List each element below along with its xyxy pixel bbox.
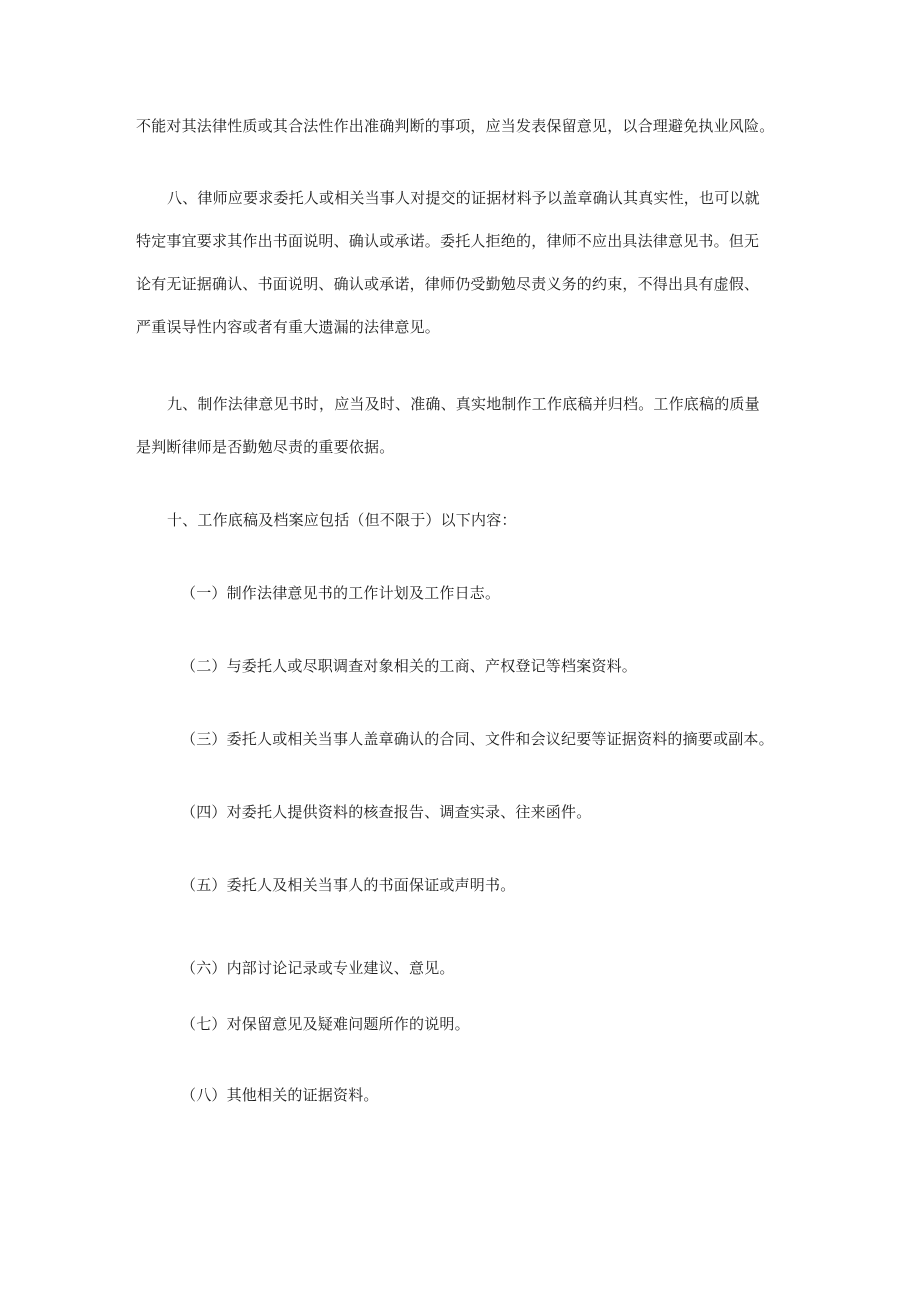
section-10-item-8: （八）其他相关的证据资料。 bbox=[181, 1086, 379, 1104]
section-9-line-1: 九、制作法律意见书时，应当及时、准确、真实地制作工作底稿并归档。工作底稿的质量 bbox=[167, 395, 760, 413]
section-8-line-2: 特定事宜要求其作出书面说明、确认或承诺。委托人拒绝的，律师不应出具法律意见书。但无 bbox=[136, 232, 760, 250]
section-8-line-1: 八、律师应要求委托人或相关当事人对提交的证据材料予以盖章确认其真实性，也可以就 bbox=[167, 189, 760, 207]
section-10-item-2: （二）与委托人或尽职调查对象相关的工商、产权登记等档案资料。 bbox=[181, 657, 638, 675]
section-10-heading: 十、工作底稿及档案应包括（但不限于）以下内容： bbox=[167, 511, 517, 529]
section-8-line-3: 论有无证据确认、书面说明、确认或承诺，律师仍受勤勉尽责义务的约束，不得出具有虚假、 bbox=[136, 275, 760, 293]
section-10-item-4: （四）对委托人提供资料的核查报告、调查实录、往来函件。 bbox=[181, 803, 592, 821]
section-10-item-6: （六）内部讨论记录或专业建议、意见。 bbox=[181, 959, 455, 977]
section-8-line-4: 严重误导性内容或者有重大遗漏的法律意见。 bbox=[136, 318, 441, 336]
section-10-item-5: （五）委托人及相关当事人的书面保证或声明书。 bbox=[181, 876, 516, 894]
section-9-line-2: 是判断律师是否勤勉尽责的重要依据。 bbox=[136, 438, 395, 456]
section-10-item-1: （一）制作法律意见书的工作计划及工作日志。 bbox=[181, 584, 501, 602]
section-10-item-3: （三）委托人或相关当事人盖章确认的合同、文件和会议纪要等证据资料的摘要或副本。 bbox=[181, 730, 774, 748]
paragraph-intro-tail: 不能对其法律性质或其合法性作出准确判断的事项，应当发表保留意见，以合理避免执业风险。 bbox=[136, 117, 775, 135]
section-10-item-7: （七）对保留意见及疑难问题所作的说明。 bbox=[181, 1015, 470, 1033]
